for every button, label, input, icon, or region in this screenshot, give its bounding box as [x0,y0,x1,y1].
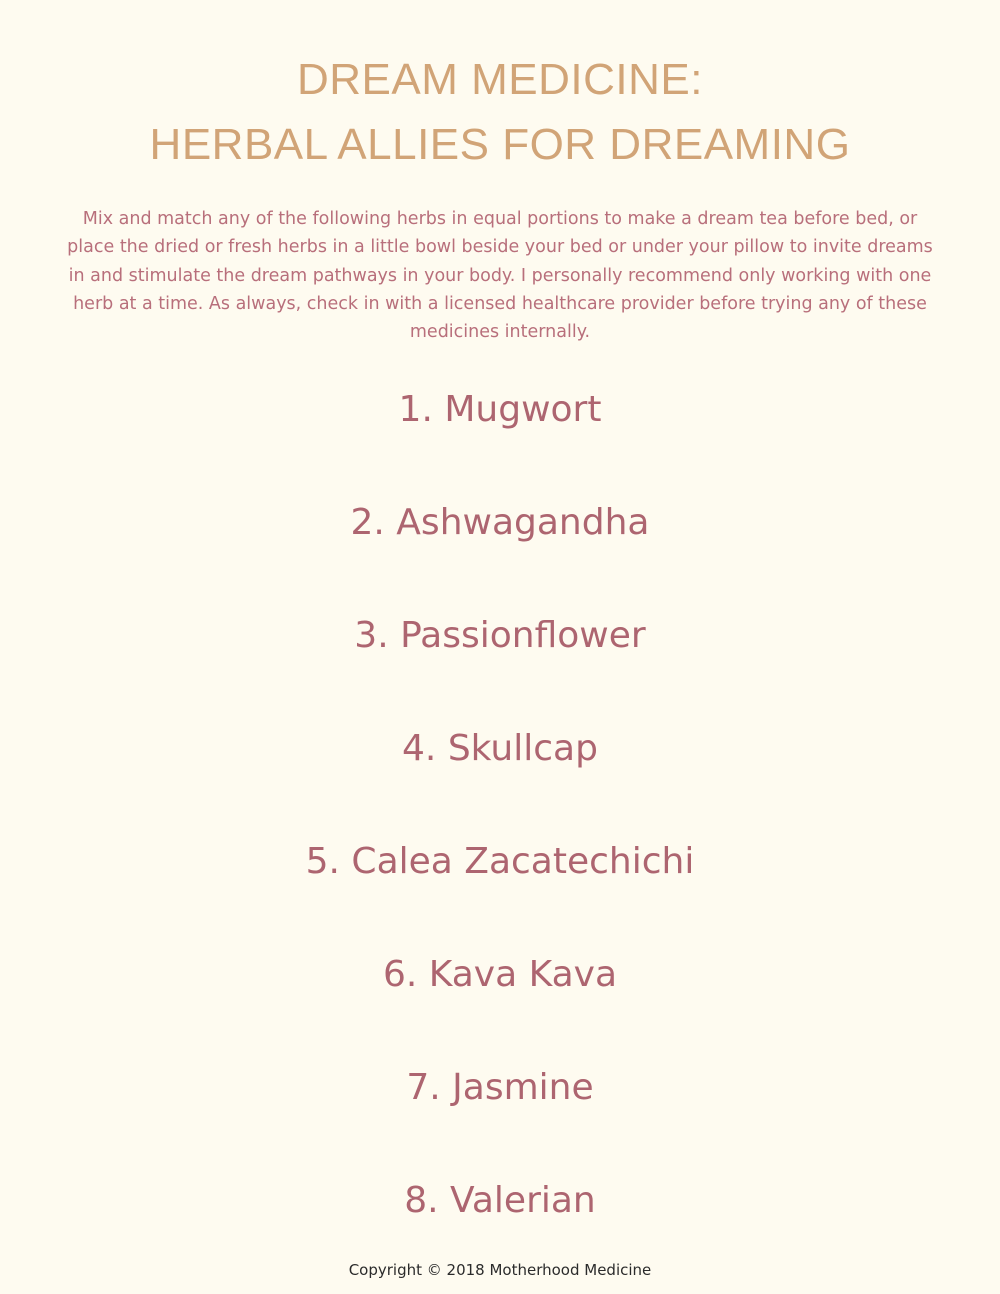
page-title-line-1: DREAM MEDICINE: [297,55,703,104]
herb-item-calea-zacatechichi: 5. Calea Zacatechichi [305,841,695,882]
herb-item-mugwort: 1. Mugwort [398,389,602,430]
herb-item-skullcap: 4. Skullcap [402,728,598,769]
herb-item-passionflower: 3. Passionflower [354,615,646,656]
herb-item-kava-kava: 6. Kava Kava [382,954,618,995]
herb-item-valerian: 8. Valerian [404,1180,596,1221]
herb-item-ashwagandha: 2. Ashwagandha [350,502,650,543]
herb-item-jasmine: 7. Jasmine [406,1067,594,1108]
copyright-notice: Copyright © 2018 Motherhood Medicine [348,1261,652,1279]
intro-paragraph: Mix and match any of the following herbs in equal portions to make a dream tea before bed, or place the dried or fresh herbs in a little bowl beside your bed or under your pillow to invite dreams in and stimulate the dream pathways in your body. I personally recommend only working with one herb at a time. As always, check in with a licensed healthcare provider before trying any of these medicines internally. [67,209,933,343]
page-title-line-2: HERBAL ALLIES FOR DREAMING [149,120,851,169]
